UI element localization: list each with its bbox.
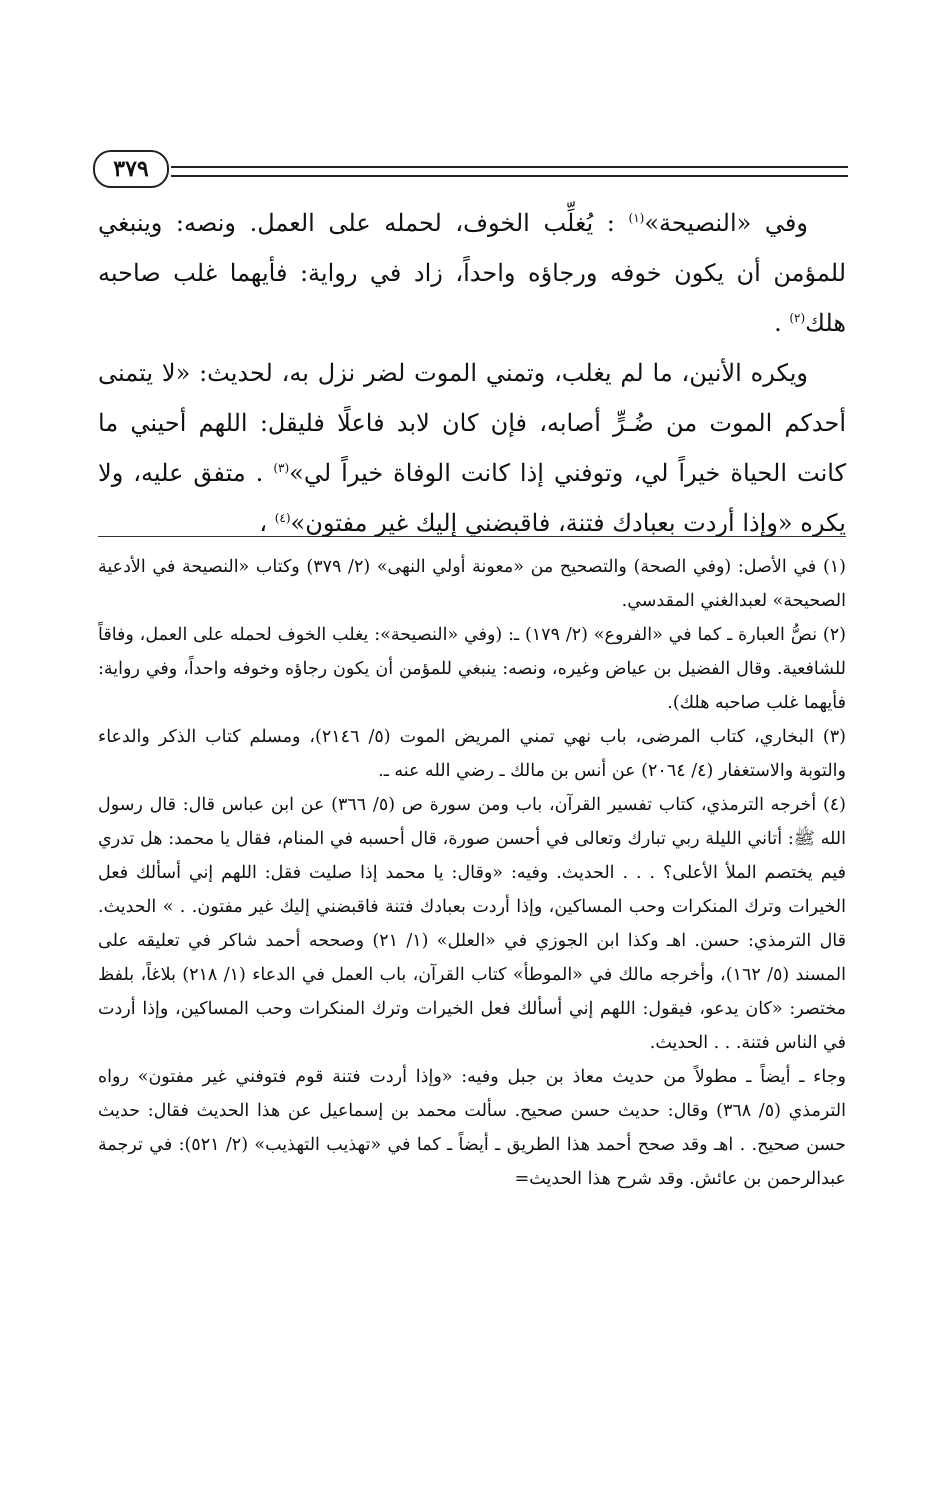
footnote-number: (٤)	[822, 795, 846, 815]
footnote-ref: (٣)	[273, 461, 290, 475]
paragraph-text: وفي «النصيحة»	[644, 209, 808, 237]
page-header	[93, 150, 848, 190]
paragraph-text: . متفق عليه، ولا يكره «وإذا أردت بعبادك فتنة، فاقبضني إليك غير مفتون»	[98, 459, 846, 537]
paragraph	[98, 198, 846, 348]
footnote	[98, 720, 846, 788]
footnote-ref: (٤)	[274, 511, 291, 525]
footnote-number: (١)	[822, 557, 846, 577]
paragraph-text: ويكره الأنين، ما لم يغلب، وتمني الموت لضر نزل به، لحديث: «لا يتمنى أحدكم الموت من ضُـرٍّ أصابه، فإن كان لابد فاعلًا فليقل: اللهم أحيني ما كانت الحياة خيراً لي، وتوفني إذا كانت الوفاة خيراً لي»	[98, 359, 847, 487]
footnote-number: (٢)	[822, 625, 846, 645]
footnote	[98, 618, 846, 720]
header-rule	[171, 166, 848, 177]
footnote-ref: (٢)	[789, 311, 806, 325]
footnote-number: (٣)	[822, 727, 846, 747]
main-text	[98, 198, 846, 548]
footnote-text: أخرجه الترمذي، كتاب تفسير القرآن، باب ومن سورة ص (٥/ ٣٦٦) عن ابن عباس قال: قال رسول الله ﷺ: أتاني الليلة ربي تبارك وتعالى في أحسن صورة، قال أحسبه في المنام، فقال يا محمد: هل تدري فيم يختصم الملأ الأعلى؟ . . . الحديث. وفيه: «وقال: يا محمد إذا صليت فقل: اللهم إني أسألك فعل الخيرات وترك المنكرات وحب المساكين، وإذا أردت بعبادك فتنة فاقبضني إليك غير مفتون. . » الحديث. قال الترمذي: حسن. اهـ وكذا ابن الجوزي في «العلل» (١/ ٢١) وصححه أحمد شاكر في تعليقه على المسند (٥/ ١٦٢)، وأخرجه مالك في «الموطأ» كتاب القرآن، باب العمل في الدعاء (١/ ٢١٨) بلاغاً، بلفظ مختصر: «كان يدعو، فيقول: اللهم إني أسألك فعل الخيرات وترك المنكرات وحب المساكين، وإذا أردت في الناس فتنة. . . الحديث.	[98, 795, 847, 1053]
footnote-text: البخاري، كتاب المرضى، باب نهي تمني المريض الموت (٥/ ٢١٤٦)، ومسلم كتاب الذكر والدعاء والتوبة والاستغفار (٤/ ٢٠٦٤) عن أنس بن مالك ـ رضي الله عنه ـ.	[98, 727, 846, 781]
footnote-continuation: وجاء ـ أيضاً ـ مطولاً من حديث معاذ بن جبل وفيه: «وإذا أردت فتنة قوم فتوفني غير مفتون» رواه الترمذي (٥/ ٣٦٨) وقال: حديث حسن صحيح. سألت محمد بن إسماعيل عن هذا الحديث فقال: حديث حسن صحيح. . اهـ وقد صحح أحمد هذا الطريق ـ أيضاً ـ كما في «تهذيب التهذيب» (٢/ ٥٢١): في ترجمة عبدالرحمن بن عائش. وقد شرح هذا الحديث=	[98, 1067, 846, 1189]
paragraph-text: : يُغلِّب الخوف، لحمله على العمل. ونصه: وينبغي للمؤمن أن يكون خوفه ورجاؤه واحداً، زاد في رواية: فأيهما غلب صاحبه هلك	[98, 209, 846, 337]
page-number: ٣٧٩	[93, 150, 169, 188]
footnote-text: في الأصل: (وفي الصحة) والتصحيح من «معونة أولي النهى» (٢/ ٣٧٩) وكتاب «النصيحة في الأدعية الصحيحة» لعبدالغني المقدسي.	[98, 557, 846, 611]
footnote-text: نصُّ العبارة ـ كما في «الفروع» (٢/ ١٧٩) ـ: (وفي «النصيحة»: يغلب الخوف لحمله على العمل، وفاقاً للشافعية. وقال الفضيل بن عياض وغيره، ونصه: ينبغي للمؤمن أن يكون رجاؤه وخوفه واحداً، وفي رواية: فأيهما غلب صاحبه هلك).	[98, 625, 846, 713]
footnotes	[98, 550, 846, 1196]
paragraph	[98, 348, 846, 548]
footnote	[98, 550, 846, 618]
paragraph-text: ،	[259, 509, 275, 537]
footnote-separator	[98, 536, 846, 537]
footnote	[98, 788, 846, 1060]
paragraph-text: .	[774, 309, 790, 337]
footnote-ref: (١)	[628, 211, 645, 225]
